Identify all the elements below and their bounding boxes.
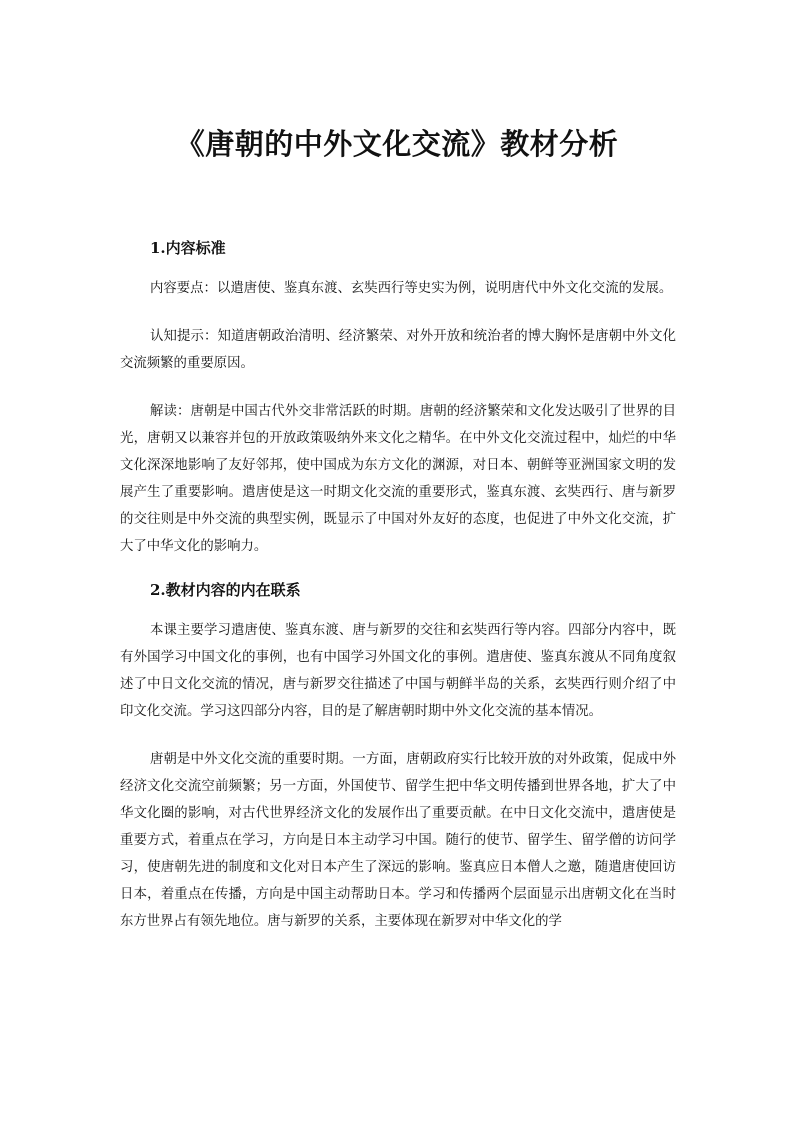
paragraph-lesson-overview: 本课主要学习遣唐使、鉴真东渡、唐与新罗的交往和玄奘西行等内容。四部分内容中，既有外国学习中国文化的事例，也有中国学习外国文化的事例。遣唐使、鉴真东渡从不同角度叙述了中日文化交流的情况，唐与新罗交往描述了中国与朝鲜半岛的关系，玄奘西行则介绍了中印文化交流。学习这四部分内容，目的是了解唐朝时期中外文化交流的基本情况。 (120, 623, 676, 719)
document-body (120, 233, 676, 956)
paragraph-tang-exchange-period: 唐朝是中外文化交流的重要时期。一方面，唐朝政府实行比较开放的对外政策，促成中外经济文化交流空前频繁；另一方面，外国使节、留学生把中华文明传播到世界各地，扩大了中华文化圈的影响，对古代世界经济文化的发展作出了重要贡献。在中日文化交流中，遣唐使是重要方式，着重点在学习，方向是日本主动学习中国。随行的使节、留学生、留学僧的访问学习，使唐朝先进的制度和文化对日本产生了深远的影响。鉴真应日本僧人之邀，随遣唐使回访日本，着重点在传播，方向是中国主动帮助日本。学习和传播两个层面显示出唐朝文化在当时东方世界占有领先地位。唐与新罗的关系，主要体现在新罗对中华文化的学 (120, 752, 676, 929)
paragraph-interpretation: 解读：唐朝是中国古代外交非常活跃的时期。唐朝的经济繁荣和文化发达吸引了世界的目光，唐朝又以兼容并包的开放政策吸纳外来文化之精华。在中外文化交流过程中，灿烂的中华文化深深地影响了友好邻邦，使中国成为东方文化的渊源，对日本、朝鲜等亚洲国家文明的发展产生了重要影响。遣唐使是这一时期文化交流的重要形式，鉴真东渡、玄奘西行、唐与新罗的交往则是中外交流的典型实例，既显示了中国对外友好的态度，也促进了中外文化交流，扩大了中华文化的影响力。 (120, 404, 676, 554)
paragraph-cognitive-hint: 认知提示：知道唐朝政治清明、经济繁荣、对外开放和统治者的博大胸怀是唐朝中外文化交流频繁的重要原因。 (120, 329, 676, 371)
document-title: 《唐朝的中外文化交流》教材分析 (175, 127, 619, 161)
paragraph-content-points: 内容要点：以遣唐使、鉴真东渡、玄奘西行等史实为例，说明唐代中外文化交流的发展。 (150, 281, 673, 296)
section-heading-internal-relations: 2.教材内容的内在联系 (150, 581, 301, 599)
section-heading-content-standard: 1.内容标准 (150, 239, 226, 257)
